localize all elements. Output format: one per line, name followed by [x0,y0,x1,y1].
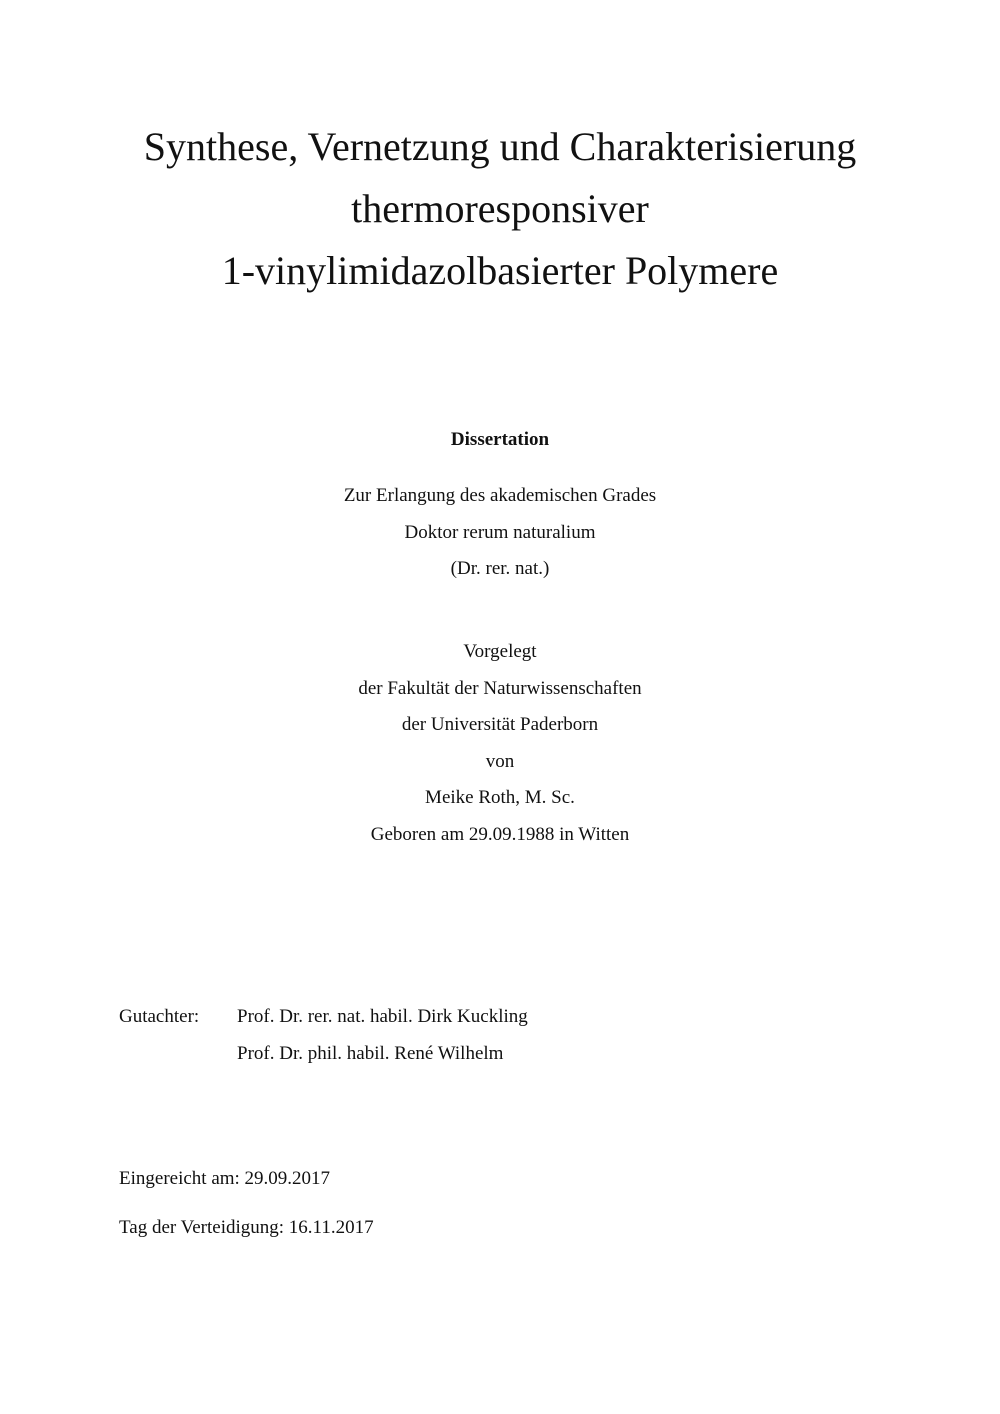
author-birth: Geboren am 29.09.1988 in Witten [370,823,630,845]
degree-block [0,478,1000,588]
defense-date: Tag der Verteidigung: 16.11.2017 [119,1217,374,1238]
document-type: Dissertation [450,429,550,450]
submitted-date: Eingereicht am: 29.09.2017 [119,1168,331,1189]
submission-line-1: Vorgelegt [463,641,537,662]
author-name: Meike Roth, M. Sc. [425,787,575,809]
reviewers-list [237,998,528,1072]
submission-block [0,634,1000,854]
thesis-title-line-1: Synthese, Vernetzung und Charakterisierung [143,124,857,169]
faculty-line: der Fakultät der Naturwissenschaften [358,677,642,699]
reviewer-1: Prof. Dr. rer. nat. habil. Dirk Kuckling [237,1006,528,1027]
degree-line-2: Doktor rerum naturalium [404,521,596,543]
degree-line-1: Zur Erlangung des akademischen Grades [343,485,657,506]
reviewers-label: Gutachter: [119,1006,200,1027]
thesis-title-line-3: 1-vinylimidazolbasierter Polymere [221,248,779,293]
university-line: der Universität Paderborn [401,714,599,736]
reviewer-2: Prof. Dr. phil. habil. René Wilhelm [237,1043,504,1064]
thesis-title-line-2: thermoresponsiver [351,186,649,231]
submission-von: von [485,750,515,772]
thesis-title [0,116,1000,302]
degree-line-3: (Dr. rer. nat.) [450,558,550,579]
